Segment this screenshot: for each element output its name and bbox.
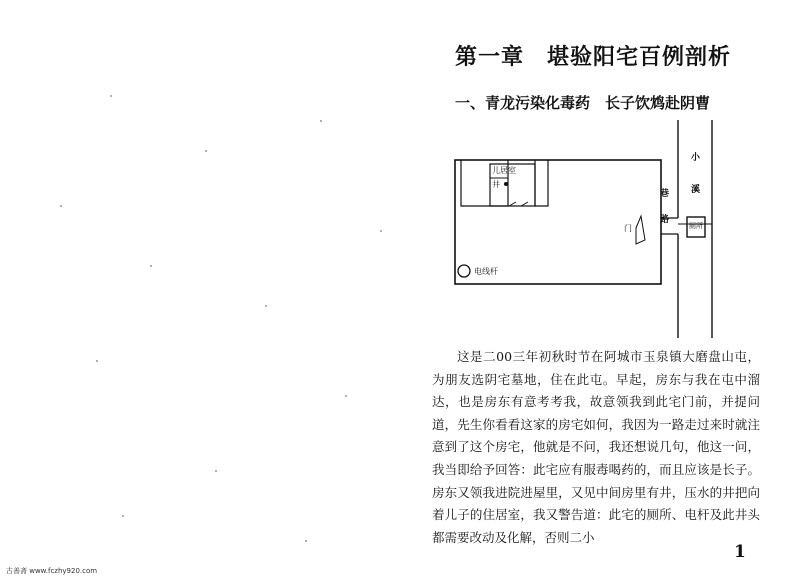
stream-label: 小 (691, 153, 701, 163)
well-handle-symbol (504, 182, 508, 186)
right-house-room (535, 160, 548, 206)
son-bedroom-label: 儿居室 (492, 166, 516, 175)
house-layout-diagram (448, 120, 728, 340)
scan-speck (265, 305, 267, 307)
chapter-title: 第一章 堪验阳宅百例剖析 (455, 45, 732, 70)
body-text (432, 346, 760, 549)
courtyard-wall (455, 160, 661, 284)
alley-label: 巷 (660, 189, 670, 199)
door-leaf-2 (521, 202, 528, 206)
scan-speck (320, 120, 322, 122)
electric-pole-symbol (458, 265, 470, 277)
well-label: 井 (492, 180, 500, 189)
scan-speck (60, 205, 62, 207)
scan-speck (380, 230, 382, 232)
scan-speck (345, 395, 347, 397)
scan-speck (110, 95, 112, 97)
door-leaf-1 (509, 202, 516, 206)
scan-speck (215, 470, 217, 472)
footer-watermark: 古善斋 www.fczhy920.com (6, 567, 98, 575)
scan-speck (96, 360, 98, 362)
scan-speck (305, 540, 307, 542)
section-title: 一、青龙污染化毒药 长子饮鸩赴阴曹 (455, 94, 711, 112)
door-label: 门 (624, 224, 632, 233)
house-layout-drawing (448, 120, 728, 340)
scan-speck (150, 265, 152, 267)
scan-speck (122, 515, 124, 517)
scan-speck (205, 150, 207, 152)
body-paragraph: 这是二00三年初秋时节在阿城市玉泉镇大磨盘山屯，为朋友选阴宅墓地，住在此屯。早起，房东与我在屯中溜达，也是房东有意考考我，故意领我到此宅门前，并提问道，先生你看看这家的房宅如何，我因为一路走过来时就注意到了这个房宅，他就是不问，我还想说几句，他这一问，我当即给予回答：此宅应有服毒喝药的，而且应该是长子。房东又领我进院进屋里，又见中间房里有井，压水的井把向着儿子的住居室，我又警告道：此宅的厕所、电杆及此井头都需要改动及化解，否则二小 (432, 349, 760, 545)
alley-label: 路 (660, 215, 670, 225)
toilet-label: 厕所 (689, 222, 703, 230)
stream-label: 溪 (691, 185, 701, 195)
gate-symbol (636, 216, 645, 244)
page-number: 1 (734, 542, 746, 562)
electric-pole-label: 电线杆 (474, 267, 498, 276)
